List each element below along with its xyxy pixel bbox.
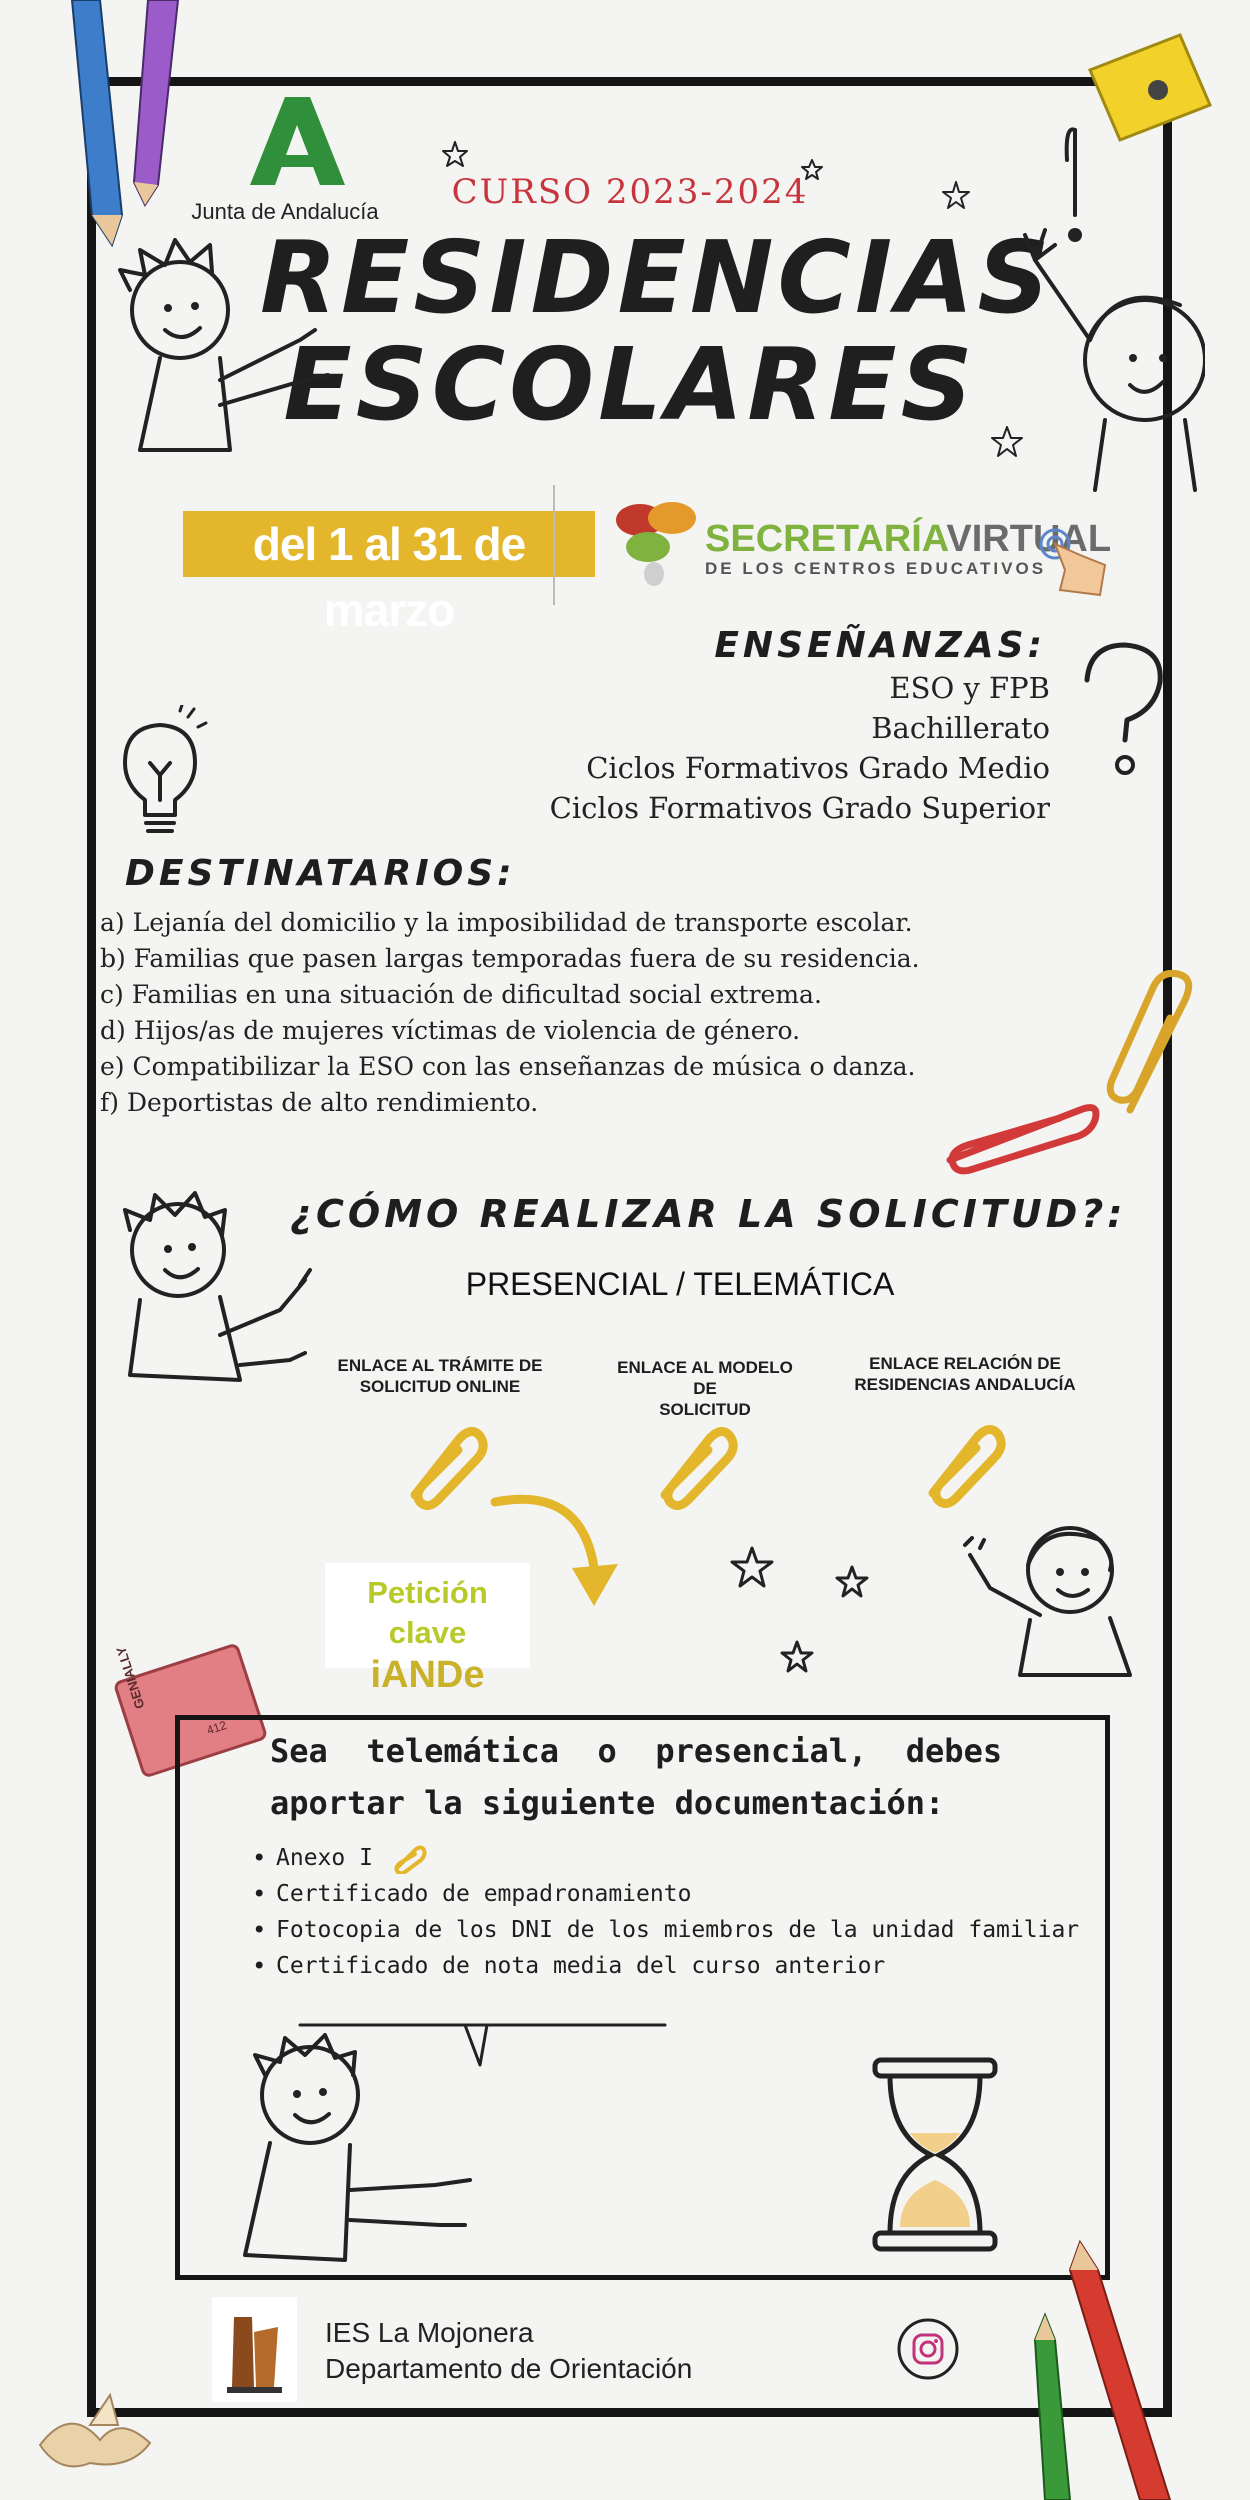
link-modelo-line1: ENLACE AL MODELO DE <box>617 1358 793 1398</box>
light-bulb-icon <box>110 705 210 845</box>
title-line2: ESCOLARES <box>283 326 977 443</box>
ensenanzas-heading: ENSEÑANZAS: <box>714 625 1046 666</box>
link-online-paperclip-icon[interactable] <box>400 1420 490 1510</box>
link-residencias-line1: ENLACE RELACIÓN DE <box>869 1354 1061 1373</box>
destinatarios-list <box>100 905 920 1121</box>
ensenanza-item: Ciclos Formativos Grado Superior <box>549 791 1050 825</box>
eraser-brand: GENIALLY <box>113 1644 148 1711</box>
doc-item-nota-media: Certificado de nota media del curso anterior <box>276 1953 886 1979</box>
ensenanza-item: Bachillerato <box>871 711 1050 745</box>
link-modelo-line2: SOLICITUD <box>659 1400 751 1419</box>
destinatario-item: b) Familias que pasen largas temporadas fuera de su residencia. <box>100 944 920 973</box>
pencil-shavings-icon <box>30 2385 180 2485</box>
link-online-label[interactable] <box>335 1355 545 1397</box>
school-logo-icon <box>212 2297 297 2402</box>
secretaria-virtual-sub: DE LOS CENTROS EDUCATIVOS <box>705 559 1047 578</box>
waving-girl-icon <box>1005 120 1205 500</box>
footer-school: IES La Mojonera <box>325 2317 534 2348</box>
clave-line2: iANDe <box>370 1654 485 1696</box>
junta-logo-text: Junta de Andalucía <box>191 199 379 224</box>
destinatario-item: f) Deportistas de alto rendimiento. <box>100 1088 539 1117</box>
ensenanzas-list <box>550 668 1050 828</box>
tap-hand-icon <box>1035 520 1110 600</box>
destinatario-item: e) Compatibilizar la ESO con las enseñanzas de música o danza. <box>100 1052 916 1081</box>
pencils-bottom-icon <box>1020 2230 1250 2500</box>
sv-brand-2: VIRTUAL <box>946 518 1112 560</box>
star-icon <box>440 140 470 170</box>
link-residencias-label[interactable] <box>845 1353 1085 1395</box>
ensenanza-item: Ciclos Formativos Grado Medio <box>586 751 1050 785</box>
clave-line1: Petición clave <box>367 1575 488 1650</box>
girl-with-wand-icon <box>950 1510 1150 1685</box>
star-icon <box>730 1545 775 1590</box>
link-online-line2: SOLICITUD ONLINE <box>359 1377 521 1396</box>
doc-item-empadronamiento: Certificado de empadronamiento <box>276 1881 692 1907</box>
paperclip-gold-icon <box>1100 970 1210 1130</box>
link-online-line1: ENLACE AL TRÁMITE DE <box>337 1356 543 1375</box>
doc-intro-line1: Sea telemática o presencial, debes <box>270 1732 1003 1770</box>
doc-item <box>250 1840 1090 1876</box>
clave-link-box[interactable] <box>325 1563 530 1696</box>
doc-item-dni: Fotocopia de los DNI de los miembros de la unidad familiar <box>276 1917 1080 1943</box>
doc-item <box>250 1876 1090 1912</box>
link-residencias-line2: RESIDENCIAS ANDALUCÍA <box>854 1375 1076 1394</box>
sv-brand-1: SECRETARÍA <box>705 518 947 560</box>
documentation-list <box>250 1840 1090 1984</box>
link-residencias-paperclip-icon[interactable] <box>918 1418 1008 1508</box>
instagram-icon[interactable] <box>897 2318 959 2380</box>
pointing-boy-icon <box>100 230 340 490</box>
secretaria-virtual-logo-icon <box>610 492 702 592</box>
eraser-number: 412 <box>204 1718 229 1738</box>
doc-intro-line2: aportar la siguiente documentación: <box>270 1784 945 1822</box>
link-modelo-paperclip-icon[interactable] <box>650 1420 740 1510</box>
doc-item-anexo: Anexo I <box>276 1845 373 1871</box>
doc-item <box>250 1912 1090 1948</box>
documentation-intro <box>270 1725 1030 1829</box>
footer-text <box>325 2315 692 2387</box>
paperclip-red-icon <box>940 1090 1110 1180</box>
star-icon <box>835 1565 870 1600</box>
solicitud-heading: ¿CÓMO REALIZAR LA SOLICITUD?: <box>290 1192 1127 1236</box>
date-banner <box>183 511 595 636</box>
doc-item <box>250 1948 1090 1984</box>
destinatarios-heading: DESTINATARIOS: <box>125 853 516 894</box>
date-period: del 1 al 31 de marzo <box>252 518 526 636</box>
star-icon <box>940 180 972 212</box>
destinatario-item: a) Lejanía del domicilio y la imposibilidad de transporte escolar. <box>100 908 913 937</box>
divider <box>553 485 555 605</box>
boy-with-wand-icon <box>110 1185 325 1400</box>
pencils-icon <box>30 0 190 260</box>
solicitud-modes: PRESENCIAL / TELEMÁTICA <box>465 1266 895 1302</box>
junta-logo <box>175 95 395 225</box>
link-modelo-label[interactable] <box>605 1357 805 1420</box>
anexo-paperclip-icon[interactable] <box>391 1844 427 1874</box>
star-icon <box>780 1640 815 1675</box>
pointing-boy-bottom-icon <box>225 2020 695 2280</box>
destinatario-item: c) Familias en una situación de dificultad social extrema. <box>100 980 822 1009</box>
title-line1: RESIDENCIAS <box>260 219 1054 336</box>
footer-department: Departamento de Orientación <box>325 2353 693 2384</box>
ensenanza-item: ESO y FPB <box>889 671 1050 705</box>
curso-label: CURSO 2023-2024 <box>451 172 809 212</box>
hourglass-icon <box>865 2055 1005 2255</box>
star-icon <box>990 425 1025 460</box>
question-mark-icon <box>1075 640 1170 790</box>
junta-logo-icon <box>175 95 395 195</box>
destinatario-item: d) Hijos/as de mujeres víctimas de violencia de género. <box>100 1016 801 1045</box>
